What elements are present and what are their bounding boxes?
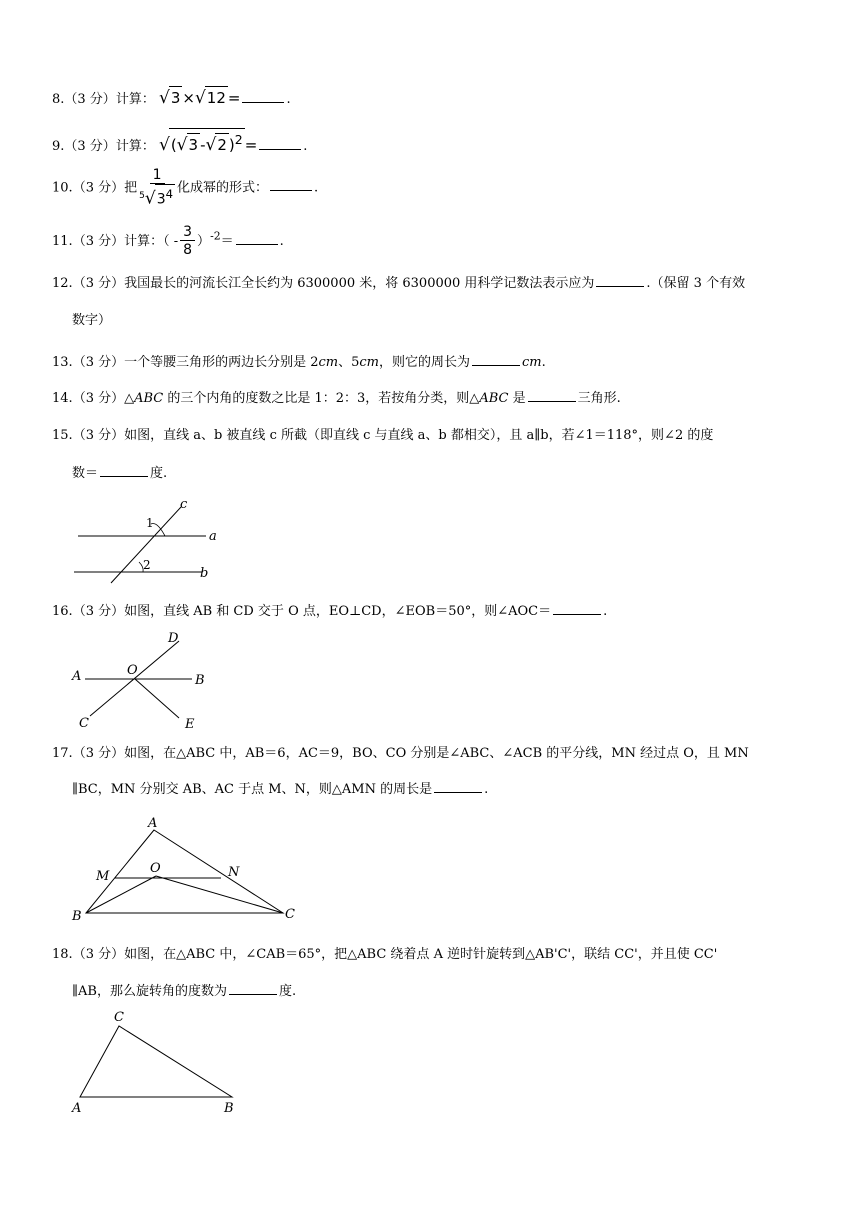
answer-blank [553,602,601,615]
label-2: 2 [143,558,151,572]
figure-parallel-lines [60,495,230,585]
question-8: 8.（3 分）计算： √3 ×√12 = . [52,88,291,108]
answer-blank [100,464,148,477]
label-A: A [148,816,158,831]
question-score: （3 分） [72,355,125,370]
answer-blank [596,274,644,287]
label-B: B [224,1101,234,1116]
question-text: 计算： [115,139,155,154]
answer-blank [472,353,520,366]
label-B: B [195,673,205,688]
label-a: a [209,529,217,544]
question-number: 9. [52,139,65,154]
question-10: 10.（3 分）把 $\frac{1}{^5√3^4}$ 化成幂的形式： . [52,167,319,209]
question-number: 16. [52,604,73,619]
question-number: 18. [52,947,73,962]
label-E: E [185,717,195,732]
figure-triangle-amn [68,812,308,924]
question-16: 16.（3 分）如图，直线 AB 和 CD 交于 O 点，EO⊥CD，∠EOB＝50°，则∠AOC＝ . [52,604,608,619]
question-number: 12. [52,276,73,291]
question-15: 15.（3 分）如图，直线 a、b 被直线 c 所截（即直线 c 与直线 a、b 都相交），且 a∥b，若∠1＝118°，则∠2 的度 [52,428,714,443]
fraction: $\frac{3}{8}$ [180,224,195,259]
answer-blank [270,178,312,191]
question-number: 17. [52,746,73,761]
label-C: C [114,1010,124,1025]
label-c: c [180,497,188,512]
sqrt-expression: √(√3 -√2 )$^2$ = [159,136,257,154]
label-A: A [72,1101,82,1116]
answer-blank [259,137,301,150]
figure-intersecting-lines [68,628,218,733]
question-score: （3 分） [72,276,125,291]
label-C: C [285,907,295,922]
figure-triangle-rotation [64,1005,254,1117]
question-score: （3 分） [72,947,125,962]
question-17: 17.（3 分）如图，在△ABC 中，AB＝6，AC＝9，BO、CO 分别是∠ABC、∠ACB 的平分线，MN 经过点 O，且 MN [52,746,749,761]
question-9: 9.（3 分）计算： √(√3 -√2 )$^2$ = . [52,128,307,158]
label-B: B [72,909,82,924]
sqrt-expression: √3 ×√12 = [158,88,241,108]
question-18-continued: ∥AB，那么旋转角的度数为 度. [72,984,297,999]
answer-blank [434,780,482,793]
question-number: 11. [52,234,73,249]
line-co [156,876,283,913]
question-14: 14.（3 分）△ABC 的三个内角的度数之比是 1：2：3，若按角分类，则△ABC 是 三角形. [52,391,621,406]
question-12: 12.（3 分）我国最长的河流长江全长约为 6300000 米，将 6300000 用科学记数法表示应为 .（保留 3 个有效 [52,276,746,291]
label-O: O [150,861,161,876]
answer-blank [236,232,278,245]
question-score: （3 分） [64,139,116,154]
label-C: C [79,716,89,731]
question-number: 10. [52,180,73,196]
triangle-abc [86,830,283,913]
fraction: $\frac{1}{^5√3^4}$ [139,167,174,209]
question-number: 14. [52,391,73,406]
triangle-abc [80,1026,232,1097]
question-number: 15. [52,428,73,443]
question-number: 8. [52,92,65,107]
question-score: （3 分） [72,746,125,761]
question-11: 11.（3 分）计算：（ - $\frac{3}{8}$ ）$^{-2}$＝ . [52,224,284,258]
label-N: N [228,865,240,880]
label-b: b [200,566,209,581]
label-D: D [168,631,179,646]
question-score: （3 分） [72,180,125,196]
answer-blank [242,90,284,103]
label-1: 1 [146,516,154,530]
question-13: 13.（3 分）一个等腰三角形的两边长分别是 2cm、5cm，则它的周长为 cm. [52,355,546,370]
question-number: 13. [52,355,73,370]
question-score: （3 分） [72,428,125,443]
question-18: 18.（3 分）如图，在△ABC 中，∠CAB＝65°，把△ABC 绕着点 A 逆时针旋转到△AB'C'，联结 CC'，并且使 CC' [52,947,718,962]
question-15-continued: 数＝ 度. [72,466,168,481]
question-score: （3 分） [72,391,125,406]
line-oe [135,679,179,718]
question-text: 计算： [115,92,155,107]
question-12-continued: 数字） [72,313,112,328]
answer-blank [229,982,277,995]
label-A: A [72,669,82,684]
question-score: （3 分） [72,604,125,619]
question-score: （3 分） [72,234,125,249]
label-M: M [96,869,110,884]
label-O: O [127,663,138,678]
answer-blank [528,389,576,402]
question-score: （3 分） [64,92,116,107]
question-17-continued: ∥BC，MN 分别交 AB、AC 于点 M、N，则△AMN 的周长是 . [72,782,489,797]
